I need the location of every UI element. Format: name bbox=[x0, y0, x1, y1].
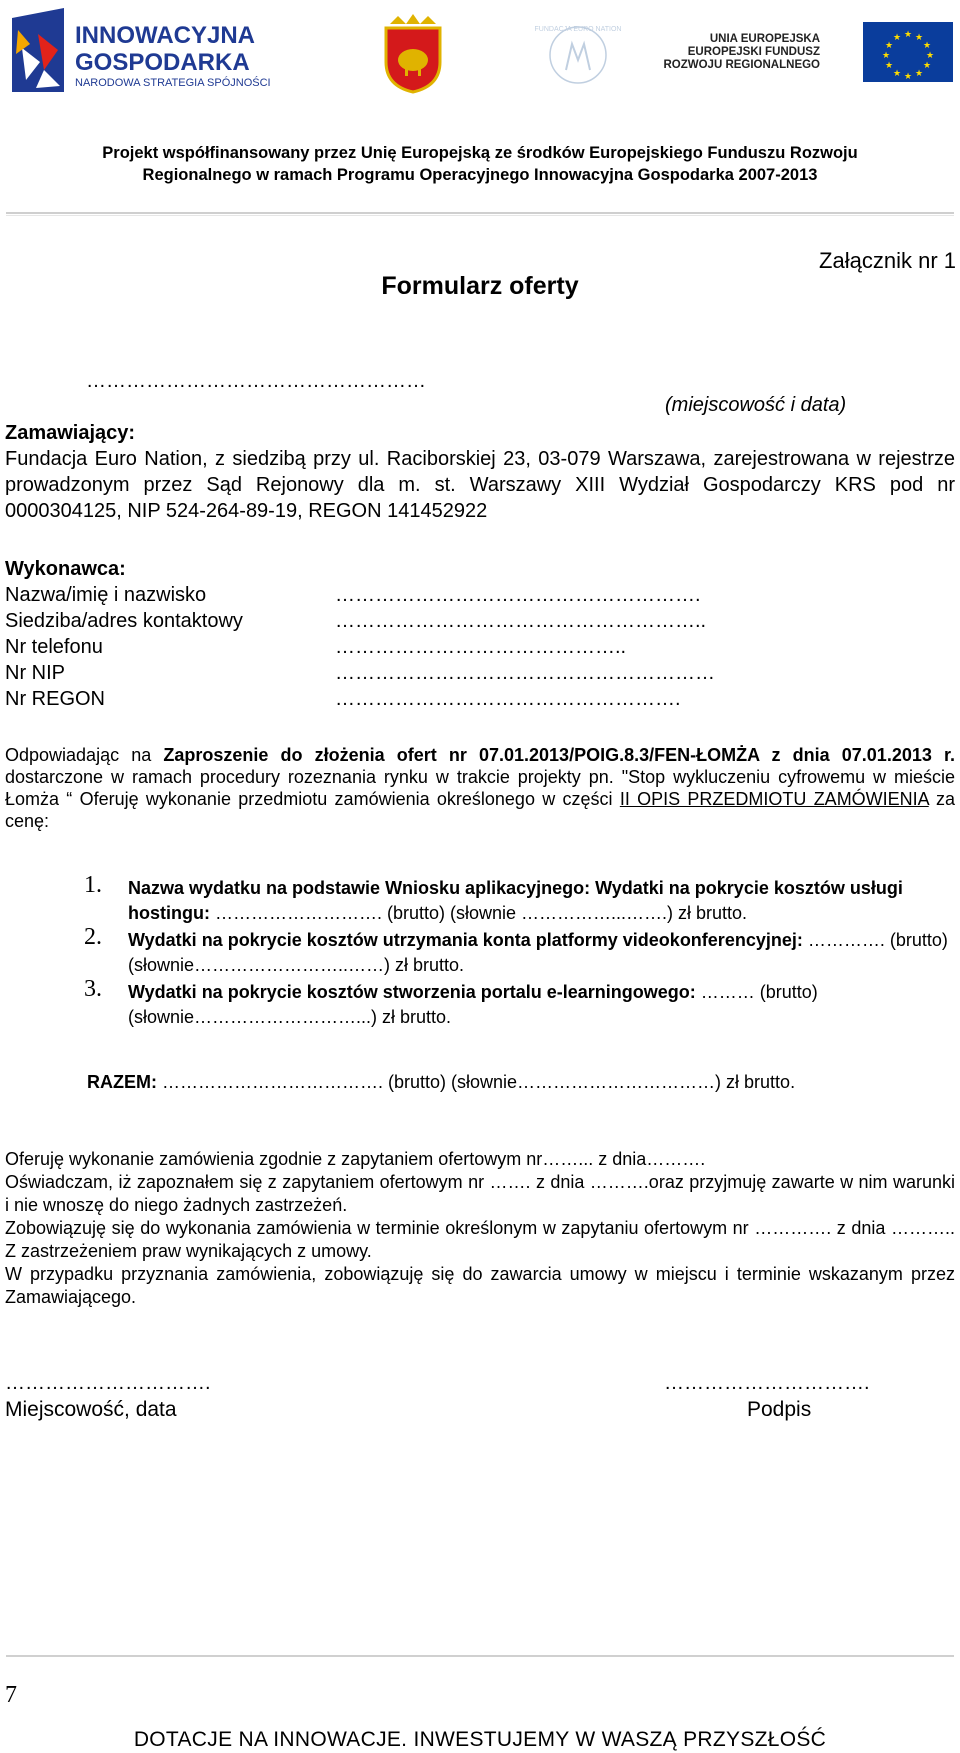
innowacyjna-gospodarka-logo bbox=[12, 8, 271, 92]
contractor-fields bbox=[0, 584, 960, 714]
field-label-address: Siedziba/adres kontaktowy bbox=[5, 610, 243, 632]
svg-text:★: ★ bbox=[903, 30, 913, 40]
project-line-1: Projekt współfinansowany przez Unię Europejską ze środków Europejskiego Funduszu Rozwoju bbox=[102, 144, 858, 162]
svg-text:★: ★ bbox=[914, 33, 924, 43]
offer-invitation-ref: Zaproszenie do złożenia ofert nr 07.01.2013/POIG.8.3/FEN-ŁOMŻA z dnia 07.01.2013 r. bbox=[163, 745, 955, 765]
signature-label: Podpis bbox=[747, 1398, 812, 1421]
offer-text-3: za cenę: bbox=[5, 789, 955, 831]
header-divider bbox=[6, 212, 954, 214]
eu-line-1: UNIA EUROPEJSKA bbox=[709, 33, 820, 45]
footer-divider bbox=[6, 1655, 954, 1657]
offer-text-1: Odpowiadając na bbox=[5, 745, 164, 765]
field-label-regon: Nr REGON bbox=[5, 688, 105, 710]
field-value-regon: ……………………………………………. bbox=[335, 688, 681, 710]
total-label: RAZEM: bbox=[87, 1072, 157, 1092]
item-number: 3. bbox=[84, 976, 102, 1002]
field-value-nip: ………………………………………………… bbox=[335, 662, 715, 684]
logo-bar bbox=[0, 0, 960, 130]
project-funding-notice bbox=[0, 142, 960, 186]
svg-text:★: ★ bbox=[892, 69, 902, 79]
declaration-1: Oferuję wykonanie zamówienia zgodnie z zapytaniem ofertowym nr……... z dnia………. bbox=[5, 1149, 706, 1169]
field-value-phone: …………………………………….. bbox=[335, 636, 627, 658]
svg-text:★: ★ bbox=[922, 61, 932, 71]
orderer-label: Zamawiający: bbox=[5, 422, 136, 444]
total-line bbox=[87, 1070, 917, 1095]
project-line-2: Regionalnego w ramach Programu Operacyjnego Innowacyjna Gospodarka 2007-2013 bbox=[142, 166, 818, 184]
orderer-section bbox=[5, 420, 955, 524]
page-number: 7 bbox=[5, 1682, 17, 1708]
list-item bbox=[84, 924, 956, 978]
place-date-label: (miejscowość i data) bbox=[665, 394, 847, 416]
header-divider-shadow bbox=[6, 215, 954, 216]
lomza-coat-of-arms bbox=[386, 14, 440, 92]
declaration-4: W przypadku przyznania zamówienia, zobowiązuję się do zawarcia umowy w miejscu i terminie wskazanym przez Zamawiającego. bbox=[5, 1264, 955, 1307]
footer-slogan: DOTACJE NA INNOWACJE. INWESTUJEMY W WASZĄ PRZYSZŁOŚĆ bbox=[133, 1728, 827, 1751]
eu-text bbox=[663, 33, 820, 71]
field-label-phone: Nr telefonu bbox=[5, 636, 103, 658]
declarations bbox=[5, 1148, 955, 1309]
attachment-number: Załącznik nr 1 bbox=[819, 248, 956, 273]
item-title: Wydatki na pokrycie kosztów stworzenia portalu e-learningowego: bbox=[128, 982, 696, 1002]
svg-text:★: ★ bbox=[884, 41, 894, 51]
item-price-fields: ……… (brutto) (słownie………………………...) zł brutto. bbox=[128, 982, 818, 1027]
orderer-text: Fundacja Euro Nation, z siedzibą przy ul. Raciborskiej 23, 03-079 Warszawa, zarejestrowana w rejestrze prowadzonym przez Sąd Rejonowy dla m. st. Warszawy XIII Wydział Gospodarczy KRS pod nr 0000304125, NIP 524-264-89-19, REGON 141452922 bbox=[5, 448, 955, 522]
svg-text:★: ★ bbox=[884, 61, 894, 71]
field-value-name: ………………………………………………. bbox=[335, 584, 701, 606]
field-label-name: Nazwa/imię i nazwisko bbox=[5, 584, 207, 606]
declaration-2: Oświadczam, iż zapoznałem się z zapytaniem ofertowym nr ……. z dnia ……….oraz przyjmuję zawarte w nim warunki i nie wnoszę do niego żadnych zastrzeżeń. bbox=[5, 1172, 955, 1215]
signature-field: …………………………. bbox=[664, 1372, 870, 1394]
declaration-3: Zobowiązuję się do wykonania zamówienia w terminie określonym w zapytaniu ofertowym nr …………. z dnia ……….. Z zastrzeżeniem praw wynikających z umowy. bbox=[5, 1218, 955, 1261]
list-item bbox=[84, 976, 956, 1030]
field-value-address: ……………………………………………….. bbox=[335, 610, 707, 632]
svg-text:★: ★ bbox=[922, 41, 932, 51]
item-title: Wydatki na pokrycie kosztów utrzymania konta platformy videokonferencyjnej: bbox=[128, 930, 803, 950]
eu-flag-icon bbox=[863, 22, 953, 82]
svg-text:★: ★ bbox=[903, 72, 913, 82]
svg-text:★: ★ bbox=[925, 51, 935, 61]
foundation-text: FUNDACJA EURO NATION bbox=[534, 26, 622, 33]
item-number: 1. bbox=[84, 872, 102, 898]
euro-nation-logo bbox=[535, 26, 622, 83]
item-title: Nazwa wydatku na podstawie Wniosku aplikacyjnego: Wydatki na pokrycie kosztów usługi hostingu: bbox=[128, 878, 903, 923]
list-item bbox=[84, 872, 956, 926]
logo-text-1: INNOWACYJNA bbox=[75, 22, 256, 49]
item-price-fields: ………………………. (brutto) (słownie ……………...…….) zł brutto. bbox=[209, 903, 748, 923]
svg-text:★: ★ bbox=[892, 33, 902, 43]
page-title: Formularz oferty bbox=[381, 272, 579, 300]
contractor-label: Wykonawca: bbox=[5, 558, 126, 580]
eu-line-2: EUROPEJSKI FUNDUSZ bbox=[687, 46, 820, 58]
svg-text:★: ★ bbox=[914, 69, 924, 79]
offer-paragraph bbox=[5, 744, 955, 832]
eu-line-3: ROZWOJU REGIONALNEGO bbox=[663, 59, 820, 71]
logo-text-2: GOSPODARKA bbox=[75, 49, 250, 76]
place-date-signature-label: Miejscowość, data bbox=[5, 1398, 177, 1421]
svg-text:★: ★ bbox=[881, 51, 891, 61]
cost-items-list bbox=[84, 872, 956, 1032]
place-date-signature-field: …………………………. bbox=[5, 1372, 211, 1394]
place-date-field: …………………………………………… bbox=[86, 370, 426, 392]
logo-text-3: NARODOWA STRATEGIA SPÓJNOŚCI bbox=[75, 77, 271, 89]
item-number: 2. bbox=[84, 924, 102, 950]
field-label-nip: Nr NIP bbox=[5, 662, 65, 684]
offer-text-2: dostarczone w ramach procedury rozeznania rynku w trakcie projekty pn. "Stop wykluczeniu cyfrowemu w mieście Łomża “ Oferuję wykonanie przedmiotu zamówienia określonego w części bbox=[5, 767, 955, 809]
total-fields: ………………………………. (brutto) (słownie……………………………) zł brutto. bbox=[157, 1072, 796, 1092]
item-price-fields: …………. (brutto) (słownie……………………..……) zł brutto. bbox=[128, 930, 948, 975]
logos-svg bbox=[0, 0, 960, 130]
offer-section-ref: II OPIS PRZEDMIOTU ZAMÓWIENIA bbox=[619, 789, 929, 809]
